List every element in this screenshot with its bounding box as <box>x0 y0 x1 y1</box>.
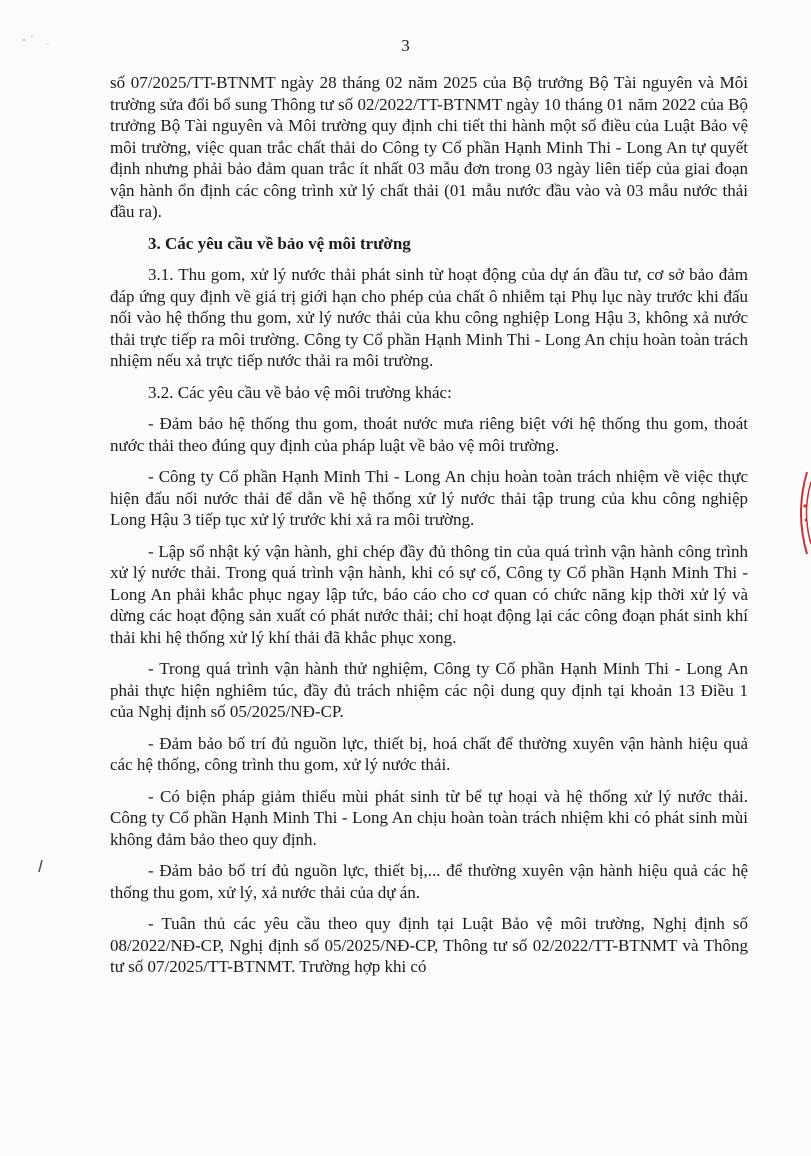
paragraph-3-1: 3.1. Thu gom, xử lý nước thải phát sinh từ hoạt động của dự án đầu tư, cơ sở bảo đảm đáp ứng quy định về giá trị giới hạn cho phép của chất ô nhiễm tại Phụ lục này trước khi đấu nối vào hệ thống thu gom, xử lý nước thải của khu công nghiệp Long Hậu 3, không xả nước thải trực tiếp ra môi trường. Công ty Cổ phần Hạnh Minh Thi - Long An chịu hoàn toàn trách nhiệm nếu xả trực tiếp nước thải ra môi trường. <box>110 265 748 370</box>
list-item: - Đảm bảo bố trí đủ nguồn lực, thiết bị,... để thường xuyên vận hành hiệu quả các hệ thống thu gom, xử lý, xả nước thải của dự án. <box>110 861 748 902</box>
list-item: - Đảm bảo bố trí đủ nguồn lực, thiết bị, hoá chất để thường xuyên vận hành hiệu quả các hệ thống, công trình thu gom, xử lý nước thải. <box>110 733 748 774</box>
list-item: - Đảm bảo hệ thống thu gom, thoát nước mưa riêng biệt với hệ thống thu gom, thoát nước thải theo đúng quy định của pháp luật về bảo vệ môi trường. <box>110 414 748 455</box>
list-item: - Tuân thủ các yêu cầu theo quy định tại Luật Bảo vệ môi trường, Nghị định số 08/2022/NĐ-CP, Nghị định số 05/2025/NĐ-CP, Thông tư số 02/2022/TT-BTNMT và Thông tư số 07/2025/TT-BTNMT. Trường hợp khi có <box>110 914 748 976</box>
paragraph-continuation: số 07/2025/TT-BTNMT ngày 28 tháng 02 năm 2025 của Bộ trưởng Bộ Tài nguyên và Môi trường sửa đổi bổ sung Thông tư số 02/2022/TT-BTNMT ngày 10 tháng 01 năm 2022 của Bộ trưởng Bộ Tài nguyên và Môi trường quy định chi tiết thi hành một số điều của Luật Bảo vệ môi trường, việc quan trắc chất thải do Công ty Cổ phần Hạnh Minh Thi - Long An tự quyết định nhưng phải bảo đảm quan trắc ít nhất 03 mẫu đơn trong 03 ngày liên tiếp của giai đoạn vận hành ổn định các công trình xử lý chất thải (01 mẫu nước đầu vào và 03 mẫu nước thải đầu ra). <box>110 73 748 221</box>
list-item: - Trong quá trình vận hành thử nghiệm, Công ty Cổ phần Hạnh Minh Thi - Long An phải thực hiện nghiêm túc, đầy đủ trách nhiệm các nội dung quy định tại khoản 13 Điều 1 của Nghị định số 05/2025/NĐ-CP. <box>110 659 748 721</box>
scan-speck-icon <box>18 30 58 50</box>
section-heading: 3. Các yêu cầu về bảo vệ môi trường <box>148 233 411 253</box>
scan-mark-icon <box>36 858 46 874</box>
document-body <box>110 72 748 978</box>
stamp-edge-icon <box>793 468 811 558</box>
list-item: - Có biện pháp giảm thiểu mùi phát sinh từ bể tự hoại và hệ thống xử lý nước thải. Công ty Cổ phần Hạnh Minh Thi - Long An chịu hoàn toàn trách nhiệm khi có phát sinh mùi không đảm bảo theo quy định. <box>110 786 748 849</box>
page-number: 3 <box>401 36 410 55</box>
paragraph-3-2: 3.2. Các yêu cầu về bảo vệ môi trường khác: <box>148 382 452 402</box>
list-item: - Công ty Cổ phần Hạnh Minh Thi - Long An chịu hoàn toàn trách nhiệm về việc thực hiện đấu nối nước thải để dẫn về hệ thống xử lý nước thải tập trung của khu công nghiệp Long Hậu 3 tiếp tục xử lý trước khi xả ra môi trường. <box>110 467 748 529</box>
list-item: - Lập sổ nhật ký vận hành, ghi chép đầy đủ thông tin của quá trình vận hành công trình xử lý nước thải. Trong quá trình vận hành, khi có sự cố, Công ty Cổ phần Hạnh Minh Thi - Long An phải khắc phục ngay lập tức, báo cáo cho cơ quan có chức năng kịp thời xử lý và dừng các hoạt động sản xuất có phát nước thải; chỉ hoạt động lại các công đoạn phát sinh khí thải khi hệ thống xử lý khí thải đã khắc phục xong. <box>110 541 748 647</box>
